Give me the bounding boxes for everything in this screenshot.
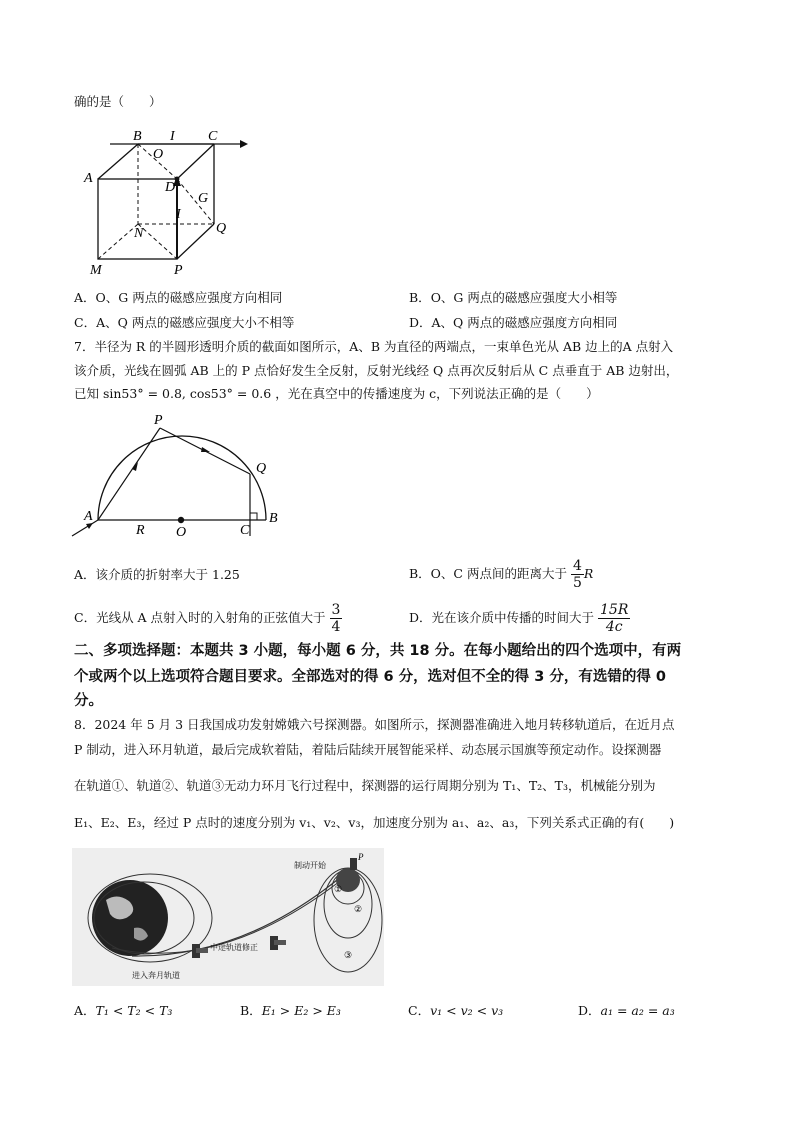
orbit-label-mid: 中途轨道修正 [210,943,258,952]
q8-option-c: C．v₁ < v₂ < v₃ [408,1003,504,1018]
semicircle-figure [70,414,285,539]
q8-stem-line2: P 制动，进入环月轨道，最后完成软着陆，着陆后陆续开展智能采样、动态展示国旗等预定动作。设探测器 [74,742,662,757]
svg-text:M: M [90,263,102,278]
orbit-mark-1: ① [334,884,343,894]
q8-option-d: D．a₁ = a₂ = a₃ [578,1003,675,1018]
q8-stem-line4: E₁、E₂、E₃，经过 P 点时的速度分别为 v₁、v₂、v₃，加速度分别为 a₁、a₂、a₃，下列关系式正确的有( ) [74,815,675,830]
svg-text:R: R [136,523,145,538]
cube-figure [82,124,252,280]
q8-stem-line3: 在轨道①、轨道②、轨道③无动力环月飞行过程中，探测器的运行周期分别为 T₁、T₂、T₃，机械能分别为 [74,778,656,793]
q6-option-c: C．A、Q 两点的磁感应强度大小不相等 [74,315,295,330]
q7-option-b: B．O、C 两点间的距离大于 $\frac{4}{5}$ R [409,558,594,591]
orbit-mark-3: ③ [344,950,353,960]
q6-stem-tail: 确的是（ ） [74,94,162,109]
svg-text:P: P [154,414,163,428]
svg-text:O: O [153,147,164,162]
q6-option-b: B．O、G 两点的磁感应强度大小相等 [409,290,618,305]
svg-text:B: B [133,129,142,144]
section2-line3: 分。 [74,693,103,709]
section2-line2: 个或两个以上选项符合题目要求。全部选对的得 6 分，选对但不全的得 3 分，有选错的得 0 [74,669,667,685]
orbit-label-enter: 进入奔月轨道 [132,971,180,980]
svg-text:C: C [240,523,250,538]
svg-text:O: O [176,525,187,539]
section2-line1: 二、多项选择题：本题共 3 小题，每小题 6 分，共 18 分。在每小题给出的四个选项中，有两 [74,643,682,659]
orbit-label-p: P [358,852,364,862]
q7-option-a: A．该介质的折射率大于 1.25 [74,567,240,582]
q6-option-d: D．A、Q 两点的磁感应强度方向相同 [409,315,618,330]
svg-text:C: C [208,129,218,144]
q8-stem-line1: 8．2024 年 5 月 3 日我国成功发射嫦娥六号探测器。如图所示，探测器准确进入地月转移轨道后，在近月点 [74,717,675,732]
q7-stem-line3: 已知 sin53° = 0.8, cos53° = 0.6 ，光在真空中的传播速度为 c，下列说法正确的是（ ） [74,386,599,401]
q7-option-d: D．光在该介质中传播的时间大于 $\frac{15R}{4c}$ [409,602,629,635]
orbit-figure [72,848,384,986]
q6-option-a: A．O、G 两点的磁感应强度方向相同 [74,290,283,305]
q7-stem-line2: 该介质，光线在圆弧 AB 上的 P 点恰好发生全反射，反射光线经 Q 点再次反射后从 C 点垂直于 AB 边射出， [74,363,679,378]
q7-option-c: C．光线从 A 点射入时的入射角的正弦值大于 $\frac{3}{4}$ [74,602,341,635]
svg-text:A: A [84,509,93,524]
q7-stem-line1: 7．半径为 R 的半圆形透明介质的截面如图所示，A、B 为直径的两端点，一束单色光从 AB 边上的A 点射入 [74,339,674,354]
svg-text:I: I [170,129,175,144]
orbit-mark-2: ② [354,904,363,914]
svg-text:G: G [198,191,209,206]
q8-option-a: A．T₁ < T₂ < T₃ [74,1003,173,1018]
svg-text:Q: Q [256,461,267,476]
q8-option-b: B．E₁ > E₂ > E₃ [240,1003,341,1018]
svg-text:I: I [176,207,181,222]
svg-text:P: P [174,263,183,278]
svg-text:A: A [84,171,93,186]
orbit-label-brake: 制动开始 [294,861,326,870]
svg-text:B: B [269,511,278,526]
svg-text:Q: Q [216,221,227,236]
svg-text:N: N [134,226,144,241]
svg-text:D: D [165,180,176,195]
